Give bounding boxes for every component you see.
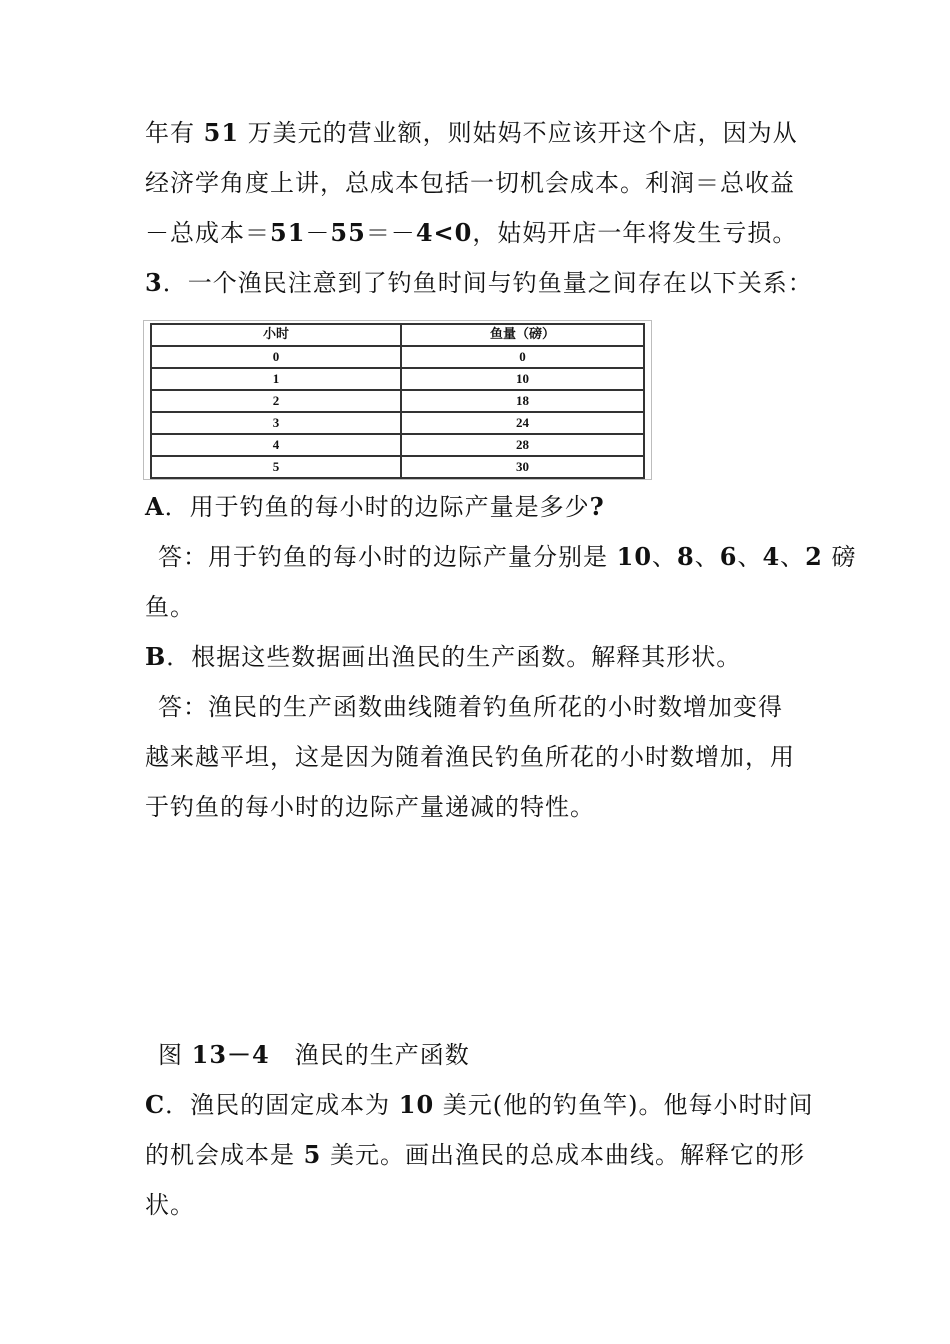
table-cell: 0 <box>151 346 401 368</box>
caption-title: 渔民的生产函数 <box>269 1041 470 1069</box>
caption-prefix: 图 <box>158 1041 192 1069</box>
table-row <box>151 368 644 390</box>
table-cell: 10 <box>401 368 644 390</box>
number-51: 51 <box>203 118 240 147</box>
part-b-answer-line-1: 答：渔民的生产函数曲线随着钓鱼所花的小时数增加变得 <box>158 693 783 721</box>
question-text: ．根据这些数据画出渔民的生产函数。解释其形状。 <box>166 643 742 671</box>
text-segment: ，姑妈开店一年将发生亏损。 <box>472 219 798 247</box>
answer-text: 答：用于钓鱼的每小时的边际产量分别是 <box>158 543 617 571</box>
question-mark: ? <box>589 492 605 521</box>
table-cell: 28 <box>401 434 644 456</box>
number: 10 <box>616 542 653 571</box>
question-text: 的机会成本是 <box>145 1141 304 1169</box>
table-row <box>151 434 644 456</box>
table-row <box>151 412 644 434</box>
part-a-answer-line-1 <box>158 541 857 573</box>
separator: 、 <box>780 543 806 571</box>
number: 2 <box>805 542 823 571</box>
table-row <box>151 390 644 412</box>
table-cell: 0 <box>401 346 644 368</box>
part-label: B <box>145 642 167 671</box>
number: 4 <box>762 542 781 571</box>
figure-caption <box>158 1039 470 1071</box>
number: 55 <box>330 218 366 247</box>
column-header-hours: 小时 <box>151 324 401 346</box>
text-segment: －总成本＝ <box>145 219 270 247</box>
column-header-fish: 鱼量（磅） <box>401 324 644 346</box>
paragraph-line-2: 经济学角度上讲，总成本包括一切机会成本。利润＝总收益 <box>145 169 795 197</box>
table-cell: 2 <box>151 390 401 412</box>
text-segment: ＝－ <box>365 219 416 247</box>
part-c-line-3: 状。 <box>145 1191 195 1219</box>
separator: 、 <box>694 543 720 571</box>
part-b-question <box>145 641 741 673</box>
part-c-line-1 <box>145 1089 814 1121</box>
number: 51 <box>270 218 306 247</box>
figure-number: 13－4 <box>191 1040 270 1069</box>
question-number: 3 <box>145 268 163 297</box>
text-segment: 万美元的营业额，则姑妈不应该开这个店，因为从 <box>239 119 798 147</box>
part-b-answer-line-3: 于钓鱼的每小时的边际产量递减的特性。 <box>145 793 595 821</box>
table-cell: 3 <box>151 412 401 434</box>
question-text: ．渔民的固定成本为 <box>165 1091 399 1119</box>
text-segment: － <box>305 219 331 247</box>
number: 8 <box>677 542 695 571</box>
question-text: 美元。画出渔民的总成本曲线。解释它的形 <box>321 1141 805 1169</box>
question-text: ．用于钓鱼的每小时的边际产量是多少 <box>164 493 590 521</box>
number: 10 <box>398 1090 435 1119</box>
table-cell: 30 <box>401 456 644 478</box>
part-c-line-2 <box>145 1139 805 1171</box>
data-table-image <box>143 320 652 480</box>
table-cell: 18 <box>401 390 644 412</box>
part-a-question <box>145 491 605 523</box>
table-cell: 24 <box>401 412 644 434</box>
part-a-answer-line-2: 鱼。 <box>145 593 195 621</box>
separator: 、 <box>652 543 678 571</box>
part-b-answer-line-2: 越来越平坦，这是因为随着渔民钓鱼所花的小时数增加，用 <box>145 743 795 771</box>
question-text: ．一个渔民注意到了钓鱼时间与钓鱼量之间存在以下关系： <box>162 269 813 297</box>
part-label: A <box>145 492 165 521</box>
question-3 <box>145 267 813 299</box>
table-row <box>151 346 644 368</box>
fishing-table <box>150 323 645 479</box>
table-header-row <box>151 324 644 346</box>
number: 4<0 <box>415 218 473 247</box>
text-segment: 年有 <box>145 119 204 147</box>
table-cell: 4 <box>151 434 401 456</box>
paragraph-line-1 <box>145 117 798 149</box>
answer-text: 磅 <box>822 543 857 571</box>
part-label: C <box>145 1090 166 1119</box>
paragraph-line-3 <box>145 217 797 249</box>
table-row <box>151 456 644 478</box>
table-cell: 5 <box>151 456 401 478</box>
separator: 、 <box>737 543 763 571</box>
number: 6 <box>719 542 738 571</box>
number: 5 <box>303 1140 322 1169</box>
question-text: 美元(他的钓鱼竿)。他每小时时间 <box>434 1091 814 1119</box>
table-cell: 1 <box>151 368 401 390</box>
